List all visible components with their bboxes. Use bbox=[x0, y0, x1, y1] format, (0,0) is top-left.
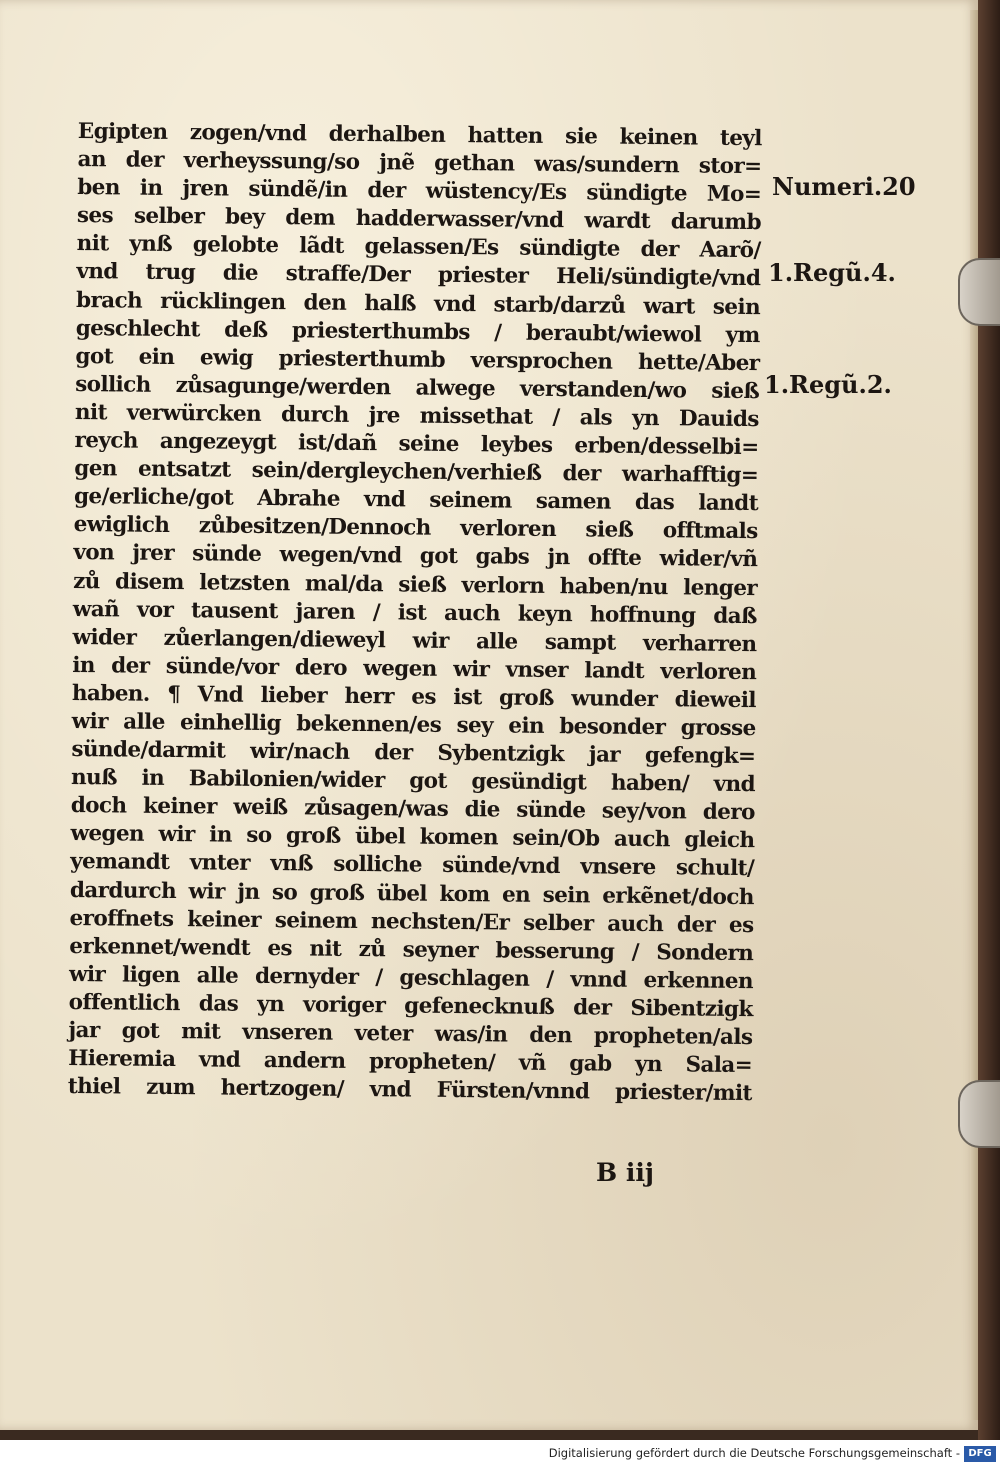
text-line: nuß in Babilonien/wider got gesündigt haben/ vnd bbox=[70, 765, 756, 798]
text-line: Egipten zogen/vnd derhalben hatten sie keinen teyl bbox=[77, 118, 762, 152]
dfg-logo: DFG bbox=[964, 1446, 996, 1462]
metal-clasp-upper bbox=[958, 258, 1000, 326]
text-line: nit verwürcken durch jre missethat / als yn Dauids bbox=[74, 399, 760, 433]
text-line: ewiglich zůbesitzen/Dennoch verloren sieß offtmals bbox=[73, 512, 758, 545]
text-line: reych angezeygt ist/dañ seine leybes erben/desselbi= bbox=[74, 428, 759, 461]
main-text-block bbox=[68, 118, 762, 1108]
metal-clasp-lower bbox=[958, 1080, 1000, 1148]
text-line: wegen wir in so groß übel komen sein/Ob auch gleich bbox=[70, 821, 755, 854]
text-line: wir alle einhellig bekennen/es sey ein besonder grosse bbox=[71, 708, 756, 742]
text-line: zů disem letzsten mal/da sieß verlorn haben/nu lenger bbox=[73, 568, 758, 601]
text-line: yemandt vnter vnß solliche sünde/vnd vnsere schult/ bbox=[70, 849, 755, 882]
margin-note-regum-2: 1.Regũ.2. bbox=[764, 370, 892, 399]
text-line: brach rücklingen den halß vnd starb/darzů wart sein bbox=[75, 287, 761, 320]
text-line: nit ynß gelobte lãdt gelassen/Es sündigte der Aarõ/ bbox=[76, 231, 761, 264]
text-line: jar got mit vnseren veter was/in den propheten/als bbox=[68, 1017, 753, 1051]
text-line: offentlich das yn voriger gefenecknuß der Sibentzigk bbox=[68, 989, 753, 1023]
text-line: haben. ¶ Vnd lieber herr es ist groß wunder dieweil bbox=[71, 680, 757, 714]
text-line: ses selber bey dem hadderwasser/vnd wardt darumb bbox=[76, 203, 762, 236]
text-line: thiel zum hertzogen/ vnd Fürsten/vnnd priester/mit bbox=[67, 1074, 752, 1107]
text-line: in der sünde/vor dero wegen wir vnser landt verloren bbox=[72, 652, 757, 685]
text-line: ge/erliche/got Abrahe vnd seinem samen das landt bbox=[73, 484, 759, 517]
text-line: wider zůerlangen/dieweyl wir alle sampt verharren bbox=[72, 624, 757, 657]
text-line: wir ligen alle dernyder / geschlagen / vnnd erkennen bbox=[68, 961, 754, 994]
book-cover-edge bbox=[978, 0, 1000, 1440]
text-line: dardurch wir jn so groß übel kom en sein erkẽnet/doch bbox=[69, 877, 755, 910]
text-line: sollich zůsagunge/werden alwege verstanden/wo sieß bbox=[75, 371, 760, 404]
text-line: got ein ewig priesterthumb versprochen hette/Aber bbox=[75, 343, 760, 376]
text-line: an der verheyssung/so jnẽ gethan was/sundern stor= bbox=[77, 147, 762, 180]
text-line: sünde/darmit wir/nach der Sybentzigk jar gefengk= bbox=[71, 737, 756, 770]
text-line: von jrer sünde wegen/vnd got gabs jn offte wider/vñ bbox=[73, 540, 758, 573]
text-line: geschlecht deß priesterthumbs / beraubt/wiewol ym bbox=[75, 315, 760, 348]
text-line: vnd trug die straffe/Der priester Heli/sündigte/vnd bbox=[76, 259, 761, 292]
text-line: gen entsatzt sein/dergleychen/verhieß der warhafftig= bbox=[74, 456, 759, 489]
text-line: eroffnets keiner seinem nechsten/Er selber auch der es bbox=[69, 905, 754, 938]
text-line: erkennet/wendt es nit zů seyner besserung / Sondern bbox=[69, 933, 754, 966]
text-line: ben in jren sündẽ/in der wüstency/Es sündigte Mo= bbox=[77, 175, 762, 208]
signature-mark: B iij bbox=[596, 1158, 654, 1187]
digitization-credit: Digitalisierung gefördert durch die Deutsche Forschungsgemeinschaft - bbox=[548, 1446, 960, 1460]
text-line: Hieremia vnd andern propheten/ vñ gab yn Sala= bbox=[68, 1046, 753, 1079]
text-line: wañ vor tausent jaren / ist auch keyn hoffnung daß bbox=[72, 596, 757, 629]
margin-note-regum-4: 1.Regũ.4. bbox=[768, 258, 896, 287]
page-edge bbox=[970, 10, 978, 1420]
margin-note-numeri: Numeri.20 bbox=[772, 172, 916, 201]
text-line: doch keiner weiß zůsagen/was die sünde sey/von dero bbox=[70, 793, 755, 826]
